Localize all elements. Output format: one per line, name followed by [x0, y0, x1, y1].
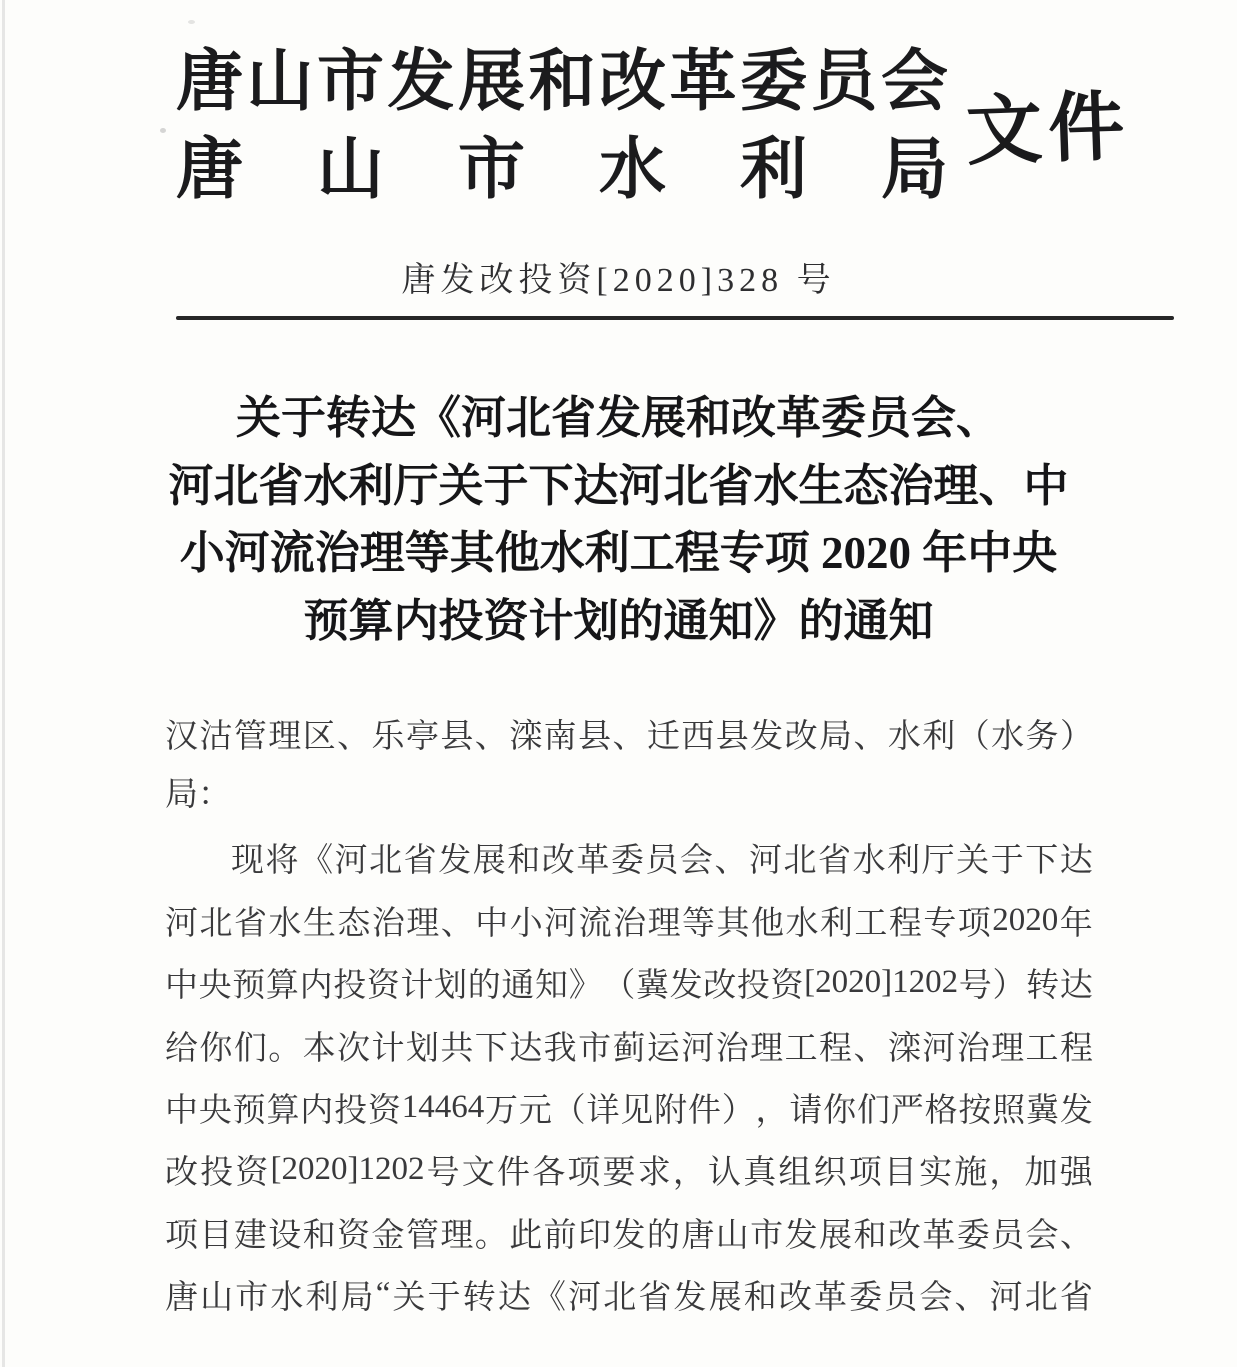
- org-name-line1: 唐 山 市 发 展 和 改 革 委 员 会: [176, 45, 948, 119]
- document-body: [165, 702, 1093, 1326]
- body-line: 唐 山 市 水 利 局 “ 关 于 转 达 《 河 北 省 发 展 和 改 革 委 员 会 、 河 北 省: [165, 1276, 1093, 1317]
- title-line: 小河流治理等其他水利工程专项 2020 年中央: [179, 528, 1058, 578]
- scan-speck: [160, 128, 166, 133]
- body-line: 中 央 预 算 内 投 资 14464 万 元 （ 详 见 附 件 ） ， 请 你 们 严 格 按 照 冀 发: [165, 1089, 1093, 1130]
- addressee-line: 汉 沽 管 理 区 、 乐 亭 县 、 滦 南 县 、 迁 西 县 发 改 局 、 水 利 （ 水 务 ）: [165, 718, 1093, 755]
- body-line: 给 你 们 。 本 次 计 划 共 下 达 我 市 蓟 运 河 治 理 工 程 、 滦 河 治 理 工 程: [165, 1030, 1093, 1067]
- org-name-line2: 唐 山 市 水 利 局: [176, 133, 948, 207]
- body-line: 改 投 资 [2020]1202 号 文 件 各 项 要 求 ， 认 真 组 织 项 目 实 施 ， 加 强: [165, 1151, 1093, 1192]
- doc-number: 唐发改投资[2020]328 号: [401, 262, 836, 299]
- letterhead: [176, 34, 948, 206]
- scan-edge-artifact: [2, 0, 5, 1367]
- title-line: 预算内投资计划的通知》的通知: [303, 595, 934, 646]
- body-line: 中 央 预 算 内 投 资 计 划 的 通 知 》 （ 冀 发 改 投 资 [2020]1202 号 ） 转 达: [165, 964, 1093, 1005]
- body-line: 河 北 省 水 生 态 治 理 、 中 小 河 流 治 理 等 其 他 水 利 工 程 专 项 2020 年: [165, 901, 1093, 942]
- document-title: [80, 385, 1157, 655]
- body-line: 现 将 《 河 北 省 发 展 和 改 革 委 员 会 、 河 北 省 水 利 厅 关 于 下 达: [231, 843, 1093, 880]
- body-line: 项 目 建 设 和 资 金 管 理 。 此 前 印 发 的 唐 山 市 发 展 和 改 革 委 员 会 、: [165, 1217, 1093, 1254]
- title-line: 关于转达《河北省发展和改革委员会、: [235, 393, 1001, 443]
- scan-speck: [188, 20, 195, 24]
- addressee-line: 局：: [165, 777, 231, 814]
- doc-type-label: 文件: [964, 84, 1132, 175]
- header-divider: [176, 316, 1174, 320]
- title-line: 河北省水利厅关于下达河北省水生态治理、中: [168, 460, 1069, 511]
